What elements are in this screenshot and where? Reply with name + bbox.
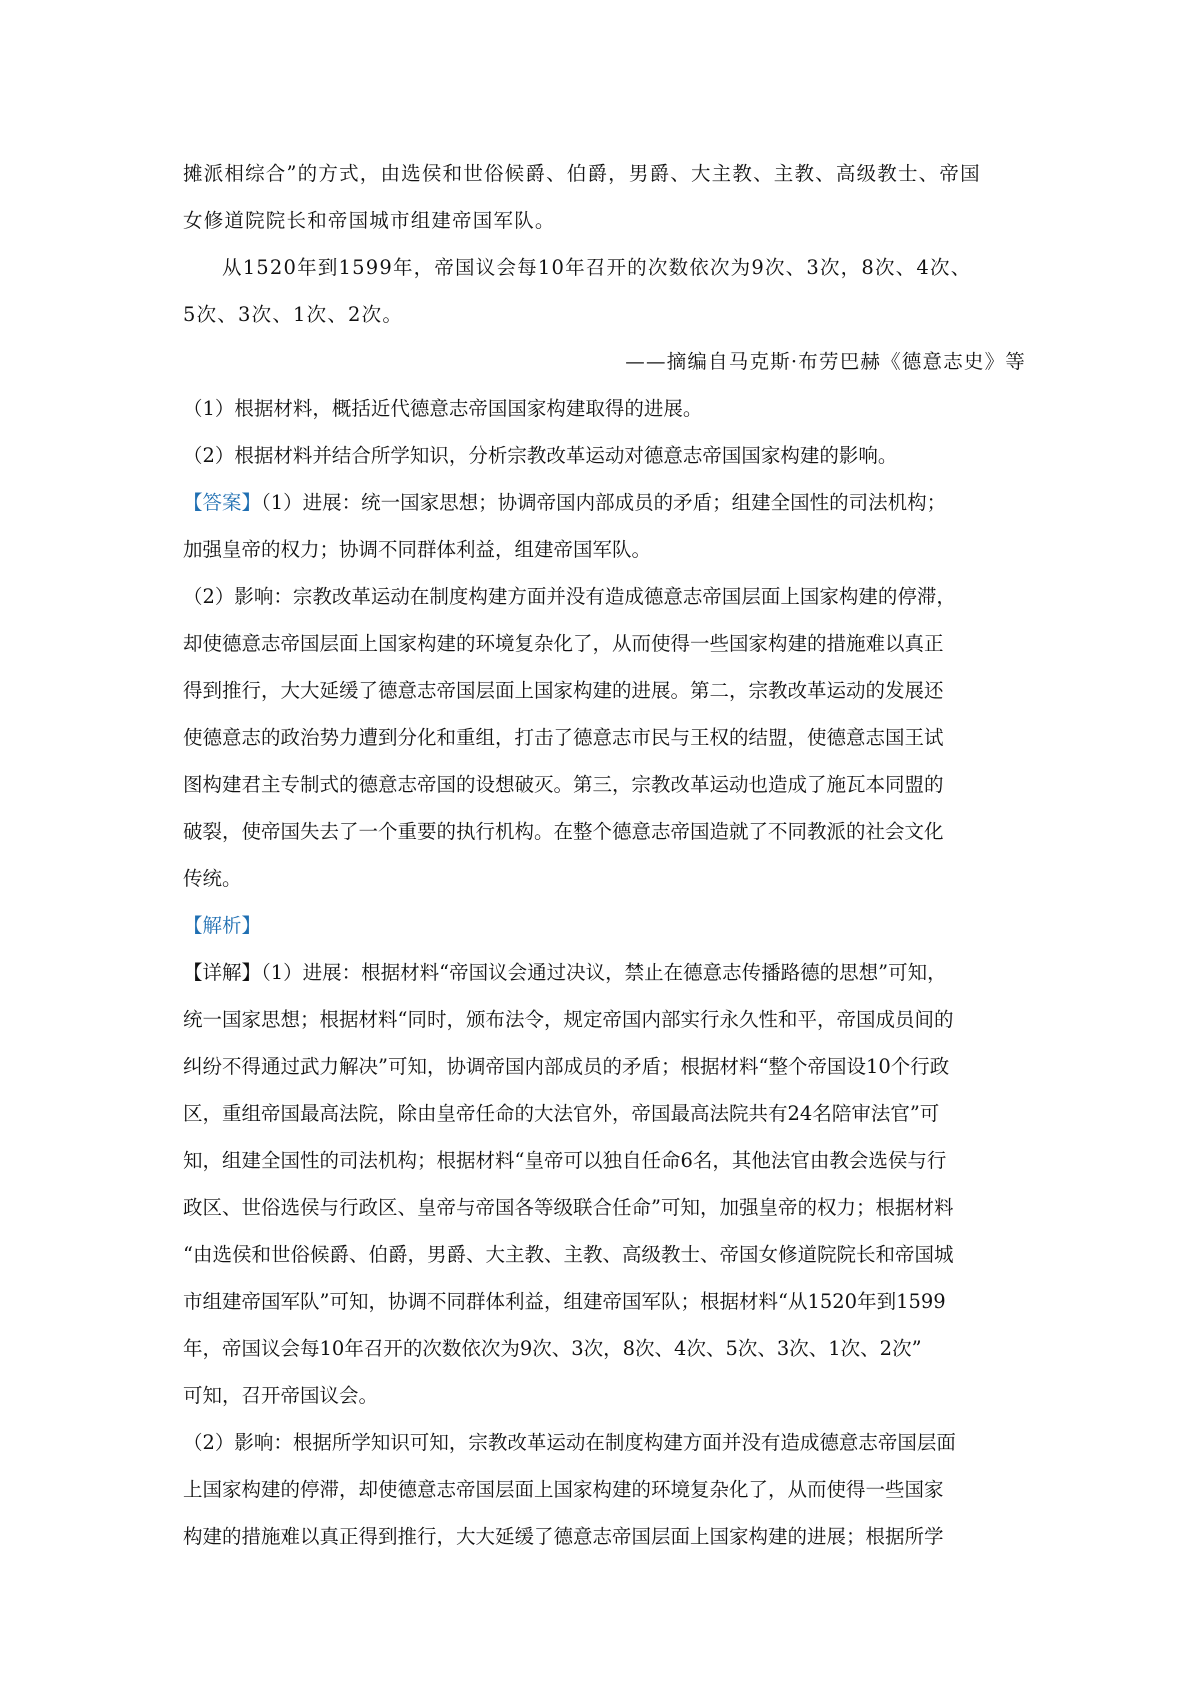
detail-line: “由选侯和世俗候爵、伯爵，男爵、大主教、主教、高级教士、帝国女修道院院长和帝国城: [183, 1243, 954, 1266]
answer-line: 使德意志的政治势力遭到分化和重组，打击了德意志市民与王权的结盟，使德意志国王试: [183, 726, 944, 749]
question-2: （2）根据材料并结合所学知识，分析宗教改革运动对德意志帝国国家构建的影响。: [183, 444, 898, 467]
document-page: [183, 150, 1026, 1560]
material-line: 5次、3次、1次、2次。: [183, 303, 404, 326]
detail-line: 可知，召开帝国议会。: [183, 1384, 379, 1407]
answer-line: 加强皇帝的权力；协调不同群体利益，组建帝国军队。: [183, 538, 652, 561]
question-1: （1）根据材料，概括近代德意志帝国国家构建取得的进展。: [183, 397, 703, 420]
detail-line: 区，重组帝国最高法院，除由皇帝任命的大法官外，帝国最高法院共有24名陪审法官”可: [183, 1102, 940, 1125]
detail-tag: 【详解】: [183, 961, 262, 984]
answer-line: 却使德意志帝国层面上国家构建的环境复杂化了，从而使得一些国家构建的措施难以真正: [183, 632, 944, 655]
detail-line: 纠纷不得通过武力解决”可知，协调帝国内部成员的矛盾；根据材料“整个帝国设10个行政: [183, 1055, 950, 1078]
answer-line: （2）影响：宗教改革运动在制度构建方面并没有造成德意志帝国层面上国家构建的停滞，: [183, 585, 956, 608]
detail-text: （1）进展：根据材料“帝国议会通过决议，禁止在德意志传播路德的思想”可知，: [261, 961, 947, 984]
material-line: 女修道院院长和帝国城市组建帝国军队。: [183, 209, 556, 232]
detail-line: 知，组建全国性的司法机构；根据材料“皇帝可以独自任命6名，其他法官由教会选侯与行: [183, 1149, 947, 1172]
answer-line: 破裂，使帝国失去了一个重要的执行机构。在整个德意志帝国造就了不同教派的社会文化: [183, 820, 944, 843]
detail-line: 构建的措施难以真正得到推行，大大延缓了德意志帝国层面上国家构建的进展；根据所学: [183, 1525, 944, 1548]
answer-line: [183, 479, 1026, 526]
analysis-heading: [183, 902, 1026, 949]
detail-line: 上国家构建的停滞，却使德意志帝国层面上国家构建的环境复杂化了，从而使得一些国家: [183, 1478, 944, 1501]
answer-line: 图构建君主专制式的德意志帝国的设想破灭。第三，宗教改革运动也造成了施瓦本同盟的: [183, 773, 944, 796]
material-source: ——摘编自马克斯·布劳巴赫《德意志史》等: [625, 350, 1026, 373]
answer-tag: 【答案】: [183, 491, 262, 514]
answer-line: 传统。: [183, 867, 242, 890]
detail-line: 年，帝国议会每10年召开的次数依次为9次、3次，8次、4次、5次、3次、1次、2次”: [183, 1337, 922, 1360]
detail-line: 统一国家思想；根据材料“同时，颁布法令，规定帝国内部实行永久性和平，帝国成员间的: [183, 1008, 954, 1031]
detail-line: 市组建帝国军队”可知，协调不同群体利益，组建帝国军队；根据材料“从1520年到1599: [183, 1290, 946, 1313]
detail-line: [183, 949, 1026, 996]
material-line: 摊派相综合”的方式，由选侯和世俗候爵、伯爵，男爵、大主教、主教、高级教士、帝国: [183, 162, 981, 185]
analysis-tag: 【解析】: [183, 914, 262, 937]
detail-line: （2）影响：根据所学知识可知，宗教改革运动在制度构建方面并没有造成德意志帝国层面: [183, 1431, 956, 1454]
answer-line: 得到推行，大大延缓了德意志帝国层面上国家构建的进展。第二，宗教改革运动的发展还: [183, 679, 944, 702]
material-line: 从1520年到1599年，帝国议会每10年召开的次数依次为9次、3次，8次、4次、: [222, 256, 972, 279]
answer-text: （1）进展：统一国家思想；协调帝国内部成员的矛盾；组建全国性的司法机构；: [261, 491, 947, 514]
detail-line: 政区、世俗选侯与行政区、皇帝与帝国各等级联合任命”可知，加强皇帝的权力；根据材料: [183, 1196, 954, 1219]
